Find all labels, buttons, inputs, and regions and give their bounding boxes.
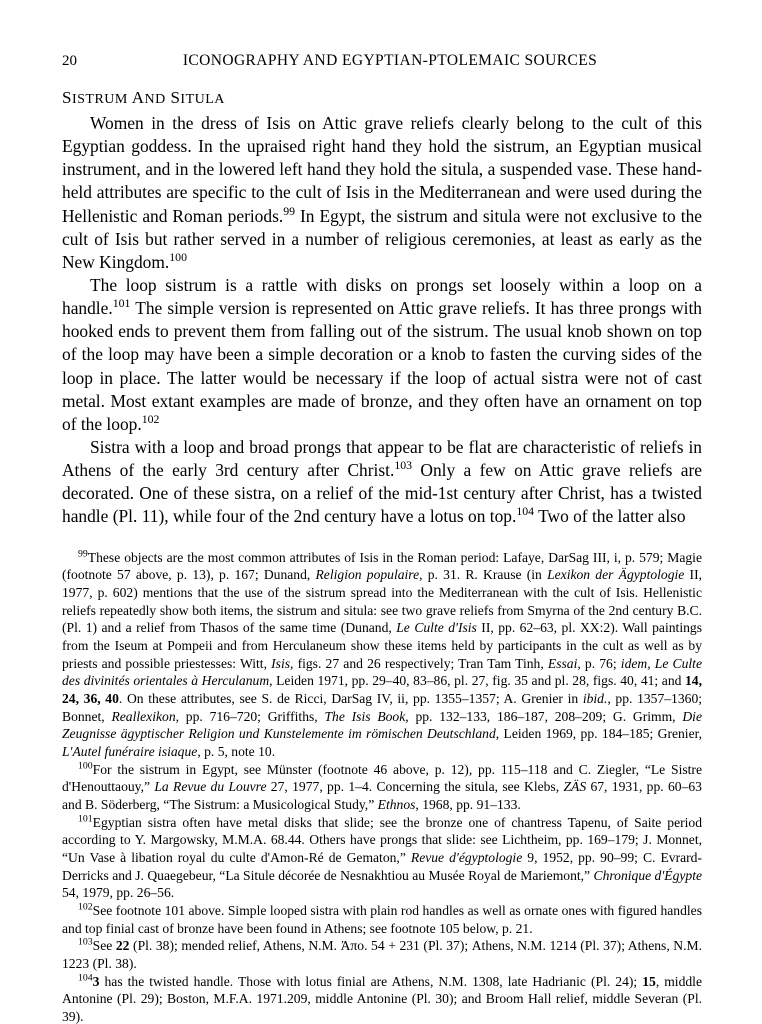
paragraph-3-text-b: Only a few on Attic grave reliefs are decorated. One of these sistra, on a relief of the mid-1st century after Christ, has a twisted handle (Pl. 11), while four of the 2nd century have a lotus on top.: [62, 460, 702, 527]
footnote-text: See footnote 101 above. Simple looped sistra with plain rod handles as well as ornate ones with figured handles and top finial cast of bronze have been found in Athens; see footnote 105 below, p. 21.: [62, 902, 702, 936]
footnote-text: ibid.: [582, 690, 608, 706]
footnote-marker-99: 99: [283, 203, 296, 218]
footnote-number: 102: [78, 901, 93, 913]
footnote-text: II, pp. 62–63, pl. XX:2). Wall paintings from the Iseum at Pompeii and from Herculaneum show these items held by participants in the cult as well as by priests and possible priestesses: Witt,: [62, 620, 702, 671]
footnote-marker-104: 104: [516, 504, 535, 519]
footnote-text: The Isis Book: [324, 708, 406, 724]
footnote-marker-100: 100: [169, 250, 187, 265]
footnote-text: Religion populaire: [315, 567, 420, 583]
footnote-text: L'Autel funéraire isiaque: [62, 743, 198, 759]
section-heading: [62, 88, 702, 108]
footnote-102: [62, 902, 702, 937]
footnote-text: idem, Le Culte des divinités orientales à Herculanum: [62, 655, 702, 689]
footnote-text: Essai: [547, 655, 578, 671]
footnote-99: [62, 549, 702, 761]
footnote-text: These objects are the most common attributes of Isis in the Roman period: Lafaye, DarSag III, i, p. 579; Magie (footnote 57 above, p. 13), p. 167; Dunand,: [62, 549, 702, 583]
footnote-text: Lexikon der Ägyptologie: [547, 567, 685, 583]
footnote-text: , Leiden 1971, pp. 29–40, 83–86, pl. 27, fig. 35 and pl. 28, figs. 40, 41; and: [269, 673, 685, 689]
footnote-text: , figs. 27 and 26 respectively; Tran Tam Tinh,: [290, 655, 548, 671]
footnote-text: Isis: [271, 655, 291, 671]
footnote-text: , p. 5, note 10.: [197, 743, 276, 759]
footnote-number: 103: [78, 936, 93, 948]
footnote-103: [62, 937, 702, 972]
paragraph-2: [62, 274, 702, 436]
footnote-text: 14, 24, 36, 40: [62, 673, 702, 706]
footnote-text: , pp. 132–133, 186–187, 208–209; G. Grimm,: [405, 708, 683, 724]
footnote-text: Die Zeugnisse ägyptischer Religion und Kunstelemente im römischen Deutschland: [62, 708, 702, 742]
footnote-104: [62, 973, 702, 1024]
footnote-text: 22: [115, 938, 130, 954]
footnote-text: Chronique d'Égypte: [593, 867, 703, 883]
paragraph-3-text-a: Sistra with a loop and broad prongs that appear to be flat are characteristic of reliefs in Athens of the early 3rd century after Christ.: [62, 436, 702, 481]
footnote-text: 15: [642, 973, 656, 989]
footnote-text: (Pl. 38); mended relief, Athens, N.M. Ἀπο. 54 + 231 (Pl. 37); Athens, N.M. 1214 (Pl. 37); Athens, N.M. 1223 (Pl. 38).: [62, 938, 702, 971]
page-number: 20: [62, 53, 77, 69]
footnote-text: , 1968, pp. 91–133.: [415, 796, 521, 812]
footnote-text: , middle Antonine (Pl. 29); Boston, M.F.A. 1971.209, middle Antonine (Pl. 30); and Broom Hall relief, middle Severan (Pl. 39).: [62, 973, 702, 1024]
footnote-marker-101: 101: [112, 296, 131, 311]
paragraph-1-text-a: Women in the dress of Isis on Attic grave reliefs clearly belong to the cult of this Egyptian goddess. In the upraised right hand they hold the sistrum, an Egyptian musical instrument, and in the lowered left hand they hold the situla, a suspended vase. These hand-held attributes are specific to the cult of Isis in the Mediterranean and were used during the Hellenistic and Roman periods.: [62, 113, 702, 226]
footnote-text: . On these attributes, see S. de Ricci, DarSag IV, ii, pp. 1355–1357; A. Grenier in: [118, 690, 583, 706]
footnote-text: ZÄS: [563, 779, 587, 795]
footnote-text: 27, 1977, pp. 1–4. Concerning the situla, see Klebs,: [266, 779, 564, 795]
footnote-text: B.C.: [677, 602, 702, 618]
paragraph-2-text-a: The loop sistrum is a rattle with disks on prongs set loosely within a loop on a handle.: [62, 274, 702, 319]
footnote-text: 9, 1952, pp. 90–99; C. Evrard-Derricks and J. Quaegebeur, “La Situle décorée de Nesnakhtiou au Musée Royal de Mariemont,”: [62, 849, 702, 883]
footnote-text: Reallexikon: [111, 708, 176, 724]
page-content: [62, 52, 702, 1024]
footnotes-block: [62, 549, 702, 1024]
footnote-number: 99: [78, 548, 88, 559]
footnote-text: , p. 76;: [577, 655, 621, 671]
footnote-text: , pp. 1357–1360; Bonnet,: [62, 690, 703, 724]
footnote-text: Revue d'égyptologie: [410, 849, 523, 865]
paragraph-1-text-b: In Egypt, the sistrum and situla were not exclusive to the cult of Isis but rather served in a number of religious ceremonies, at least as early as the New Kingdom.: [62, 205, 702, 272]
footnote-text: Le Culte d'Isis: [396, 620, 477, 636]
footnote-text: has the twisted handle. Those with lotus finial are Athens, N.M. 1308, late Hadrianic (Pl. 24);: [99, 973, 643, 989]
running-head: [62, 52, 702, 70]
running-head-title: ICONOGRAPHY AND EGYPTIAN-PTOLEMAIC SOURCES: [182, 52, 598, 69]
paragraph-3: [62, 436, 702, 529]
footnote-number: 100: [78, 760, 93, 772]
footnote-101: [62, 814, 702, 902]
footnote-text: Egyptian sistra often have metal disks that slide; see the bronze one of chantress Tapenu, of Saite period according to Y. Margowsky, M.M.A. 68.44. Others have prongs that slide: see Lichtheim, pp. 169–179; J. Monnet, “Un Vase à libation royal du culte d'Amon-Ré de Gematon,”: [62, 814, 702, 865]
footnote-text: II, 1977, p. 602) mentions that the use of the sistrum spread into the Mediterranean with the cult of Isis. Hellenistic reliefs repeatedly show both items, the sistrum and situla: see two grave reliefs from Smyrna of the 2nd century: [62, 567, 702, 618]
paragraph-2-text-b: The simple version is represented on Attic grave reliefs. It has three prongs with hooked ends to prevent them from falling out of the sistrum. The usual knob shown on top of the loop may have been a simple decoration or a knob to fasten the curving sides of the loop in place. The latter would be necessary if the loop of actual sistra were not of cast metal. Most extant examples are made of bronze, and they often have an ornament on top of the loop.: [62, 298, 702, 434]
paragraph-3-text-c: Two of the latter also: [534, 506, 686, 527]
footnote-text: , p. 31. R. Krause (in: [419, 567, 548, 583]
footnote-100: [62, 761, 702, 814]
paragraph-1: [62, 112, 702, 274]
footnote-number: 101: [78, 813, 93, 825]
footnote-number: 104: [78, 972, 93, 984]
footnote-text: See: [92, 938, 116, 954]
footnote-text: Ethnos: [377, 796, 416, 812]
footnote-text: For the sistrum in Egypt, see Münster (footnote 46 above, p. 12), pp. 115–118 and C. Ziegler, “Le Sistre d'Henouttaouy,”: [62, 761, 702, 795]
footnote-text: 67, 1931, pp. 60–63 and B. Söderberg, “The Sistrum: a Musicological Study,”: [62, 779, 702, 812]
footnote-text: La Revue du Louvre: [154, 779, 267, 795]
footnote-marker-102: 102: [141, 412, 160, 427]
section-heading-text: SISTRUM AND SITULA: [62, 88, 225, 107]
footnote-text: 54, 1979, pp. 26–56.: [62, 885, 175, 901]
footnote-text: 3: [92, 973, 100, 989]
footnote-text: (Pl. 1) and a relief from Thasos of the same time (Dunand,: [62, 620, 397, 636]
footnote-marker-103: 103: [394, 458, 413, 473]
footnote-text: , pp. 716–720; Griffiths,: [175, 708, 325, 724]
footnote-text: , Leiden 1969, pp. 184–185; Grenier,: [495, 726, 702, 742]
